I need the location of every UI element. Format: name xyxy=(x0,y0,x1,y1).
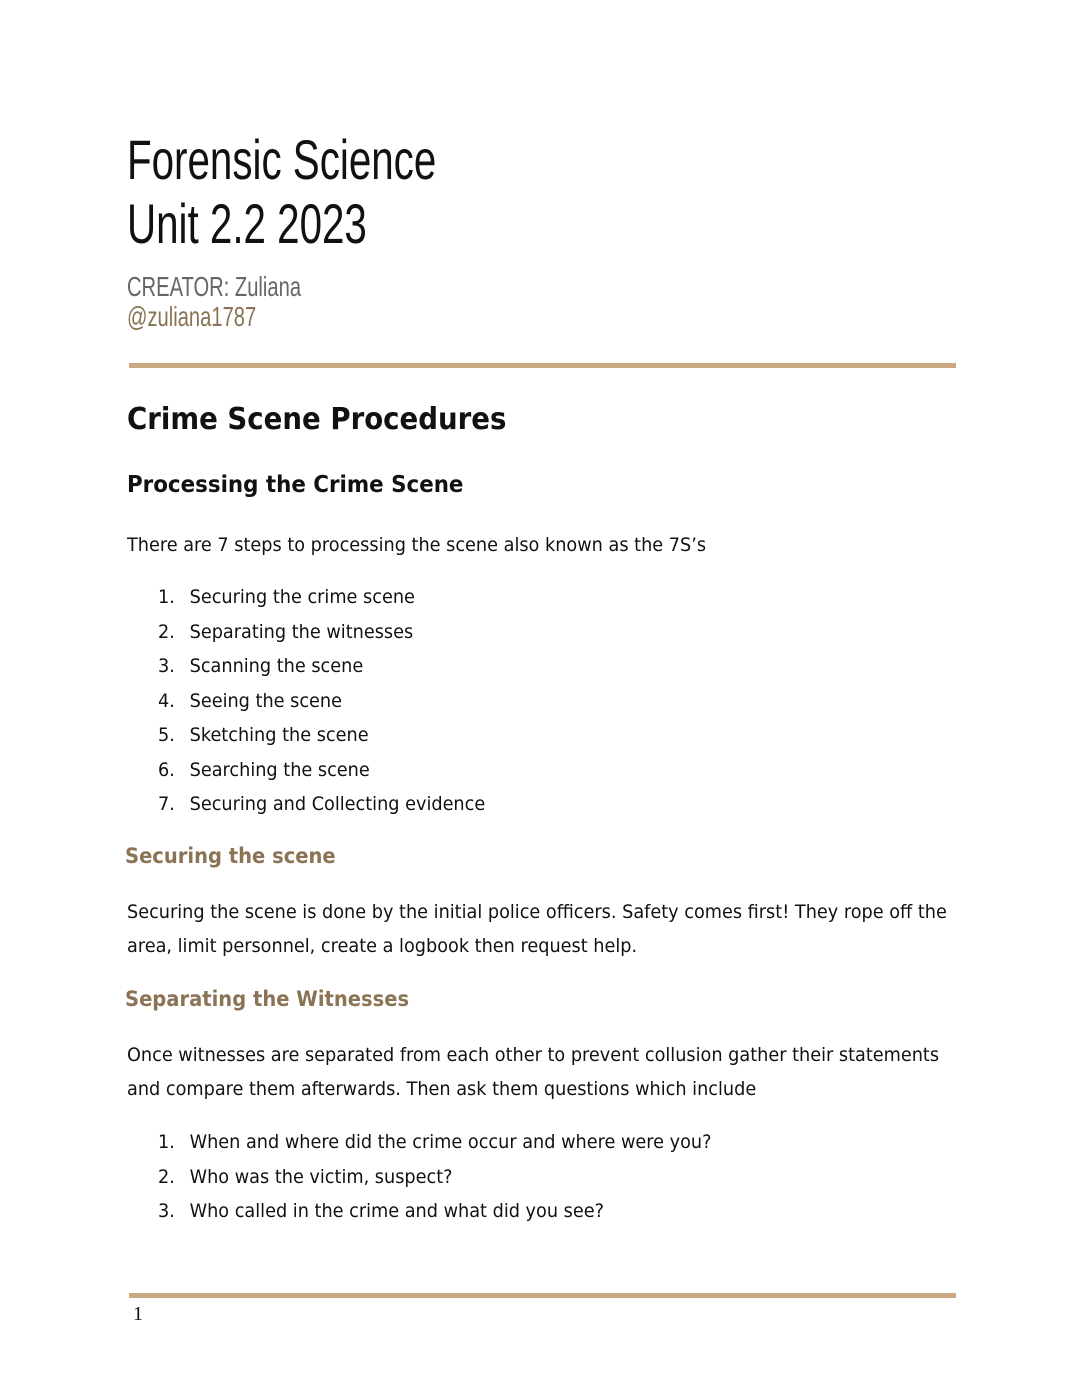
list-text: Seeing the scene xyxy=(189,689,343,712)
list-number: 5. xyxy=(158,724,175,746)
list-text: When and where did the crime occur and where were you? xyxy=(189,1131,712,1153)
document-subtitle: Unit 2.2 2023 xyxy=(127,192,367,255)
list-text: Scanning the scene xyxy=(189,655,364,677)
separating-heading: Separating the Witnesses xyxy=(125,987,410,1011)
page-number: 1 xyxy=(133,1303,143,1325)
footer-divider xyxy=(129,1293,956,1298)
document-title: Forensic Science xyxy=(127,128,437,191)
list-text: Who was the victim, suspect? xyxy=(189,1165,453,1188)
list-item xyxy=(158,1160,711,1195)
list-number: 3. xyxy=(158,1200,175,1222)
header-divider xyxy=(129,363,956,368)
list-number: 2. xyxy=(158,1165,175,1188)
list-number: 7. xyxy=(158,793,175,815)
separating-paragraph-line: Once witnesses are separated from each other to prevent collusion gather their statements xyxy=(127,1044,940,1066)
list-text: Searching the scene xyxy=(189,758,370,781)
securing-heading: Securing the scene xyxy=(125,844,336,868)
section-subheading: Processing the Crime Scene xyxy=(127,472,464,498)
separating-paragraph-line: and compare them afterwards. Then ask them questions which include xyxy=(127,1078,757,1100)
list-number: 6. xyxy=(158,758,175,781)
list-text: Sketching the scene xyxy=(189,724,369,746)
list-item xyxy=(158,684,485,719)
list-item xyxy=(158,615,485,650)
list-item xyxy=(158,718,485,753)
list-number: 4. xyxy=(158,689,175,712)
list-number: 1. xyxy=(158,1131,175,1153)
list-item xyxy=(158,1194,711,1229)
creator-handle: @zuliana1787 xyxy=(127,301,257,332)
list-item xyxy=(158,753,485,788)
intro-paragraph: There are 7 steps to processing the scene also known as the 7S’s xyxy=(127,534,707,556)
list-text: Securing the crime scene xyxy=(189,586,415,608)
list-number: 3. xyxy=(158,655,175,677)
securing-paragraph-line: area, limit personnel, create a logbook then request help. xyxy=(127,935,638,957)
list-number: 1. xyxy=(158,586,175,608)
list-text: Separating the witnesses xyxy=(189,620,414,643)
list-item xyxy=(158,580,485,615)
list-number: 2. xyxy=(158,620,175,643)
list-item xyxy=(158,649,485,684)
list-text: Securing and Collecting evidence xyxy=(189,793,486,815)
securing-paragraph-line: Securing the scene is done by the initial police officers. Safety comes first! They rope off the xyxy=(127,901,947,923)
steps-list xyxy=(158,580,485,822)
list-text: Who called in the crime and what did you see? xyxy=(189,1200,604,1222)
creator-label: CREATOR: Zuliana xyxy=(127,271,302,302)
list-item xyxy=(158,787,485,822)
list-item xyxy=(158,1125,711,1160)
section-heading: Crime Scene Procedures xyxy=(127,402,507,437)
questions-list xyxy=(158,1125,711,1229)
